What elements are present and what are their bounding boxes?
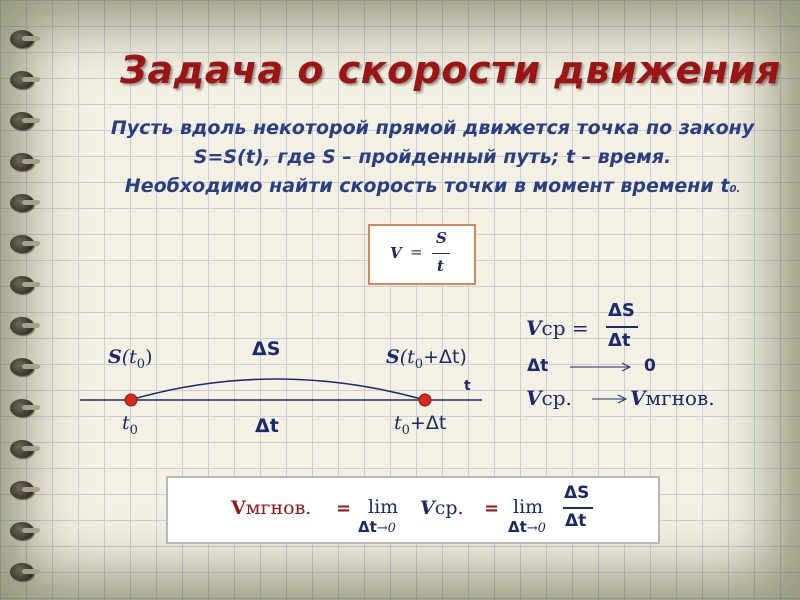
v-avg-label: Vср. [526, 386, 572, 410]
statement-line-2: S=S(t), где S – пройденный путь; t – время. [193, 146, 672, 168]
path-arc [130, 379, 425, 400]
v-avg-numerator: ΔS [608, 300, 635, 321]
fraction-bar [563, 507, 593, 509]
label-t0-dt: $t_0+\Delta t$ [394, 412, 447, 438]
label-s-t0-dt: $S(t_0+\Delta t)$ [386, 346, 467, 372]
lim-1: lim [368, 496, 399, 518]
instantaneous-velocity-box [166, 476, 660, 544]
slide-title: Задача о скорости движения [120, 48, 781, 92]
limit-numerator: ΔS [564, 483, 590, 503]
arrow-right-icon [570, 360, 636, 374]
zero-label: 0 [644, 356, 656, 376]
v-avg-formula: Vср = [526, 316, 589, 340]
fraction-bar [606, 326, 638, 328]
label-delta-t: Δt [255, 415, 279, 437]
dt-label: Δt [527, 356, 549, 376]
v-avg-denominator: Δt [608, 330, 631, 351]
point-t0 [125, 394, 137, 406]
v-inst-limit-lhs: Vмгнов. [231, 497, 312, 519]
axis-label-t: t [464, 378, 471, 394]
formula-denominator: t [437, 257, 444, 275]
lim-1-subscript: Δt→0 [358, 518, 396, 536]
statement-line-3: Необходимо найти скорость точки в момент времени t0. [124, 175, 741, 197]
formula-eq: = [410, 243, 423, 261]
point-t0-dt [419, 394, 431, 406]
v-avg-term: Vср. [420, 497, 464, 519]
formula-v: V [390, 244, 402, 262]
label-t0: $t_0$ [122, 412, 138, 438]
arrow-right-icon [592, 392, 632, 406]
equals-sign: = [336, 498, 352, 519]
lim-2-subscript: Δt→0 [508, 518, 546, 536]
label-delta-s: ΔS [252, 338, 281, 360]
formula-numerator: S [436, 229, 447, 247]
statement-line-1: Пусть вдоль некоторой прямой движется точка по закону [110, 117, 755, 139]
v-inst-label: Vмгнов. [630, 386, 715, 410]
lim-2: lim [513, 496, 544, 518]
limit-denominator: Δt [565, 511, 587, 531]
subscript: 0. [729, 184, 741, 195]
equals-sign: = [484, 498, 500, 519]
label-s-t0: $S(t_0)$ [108, 346, 153, 372]
